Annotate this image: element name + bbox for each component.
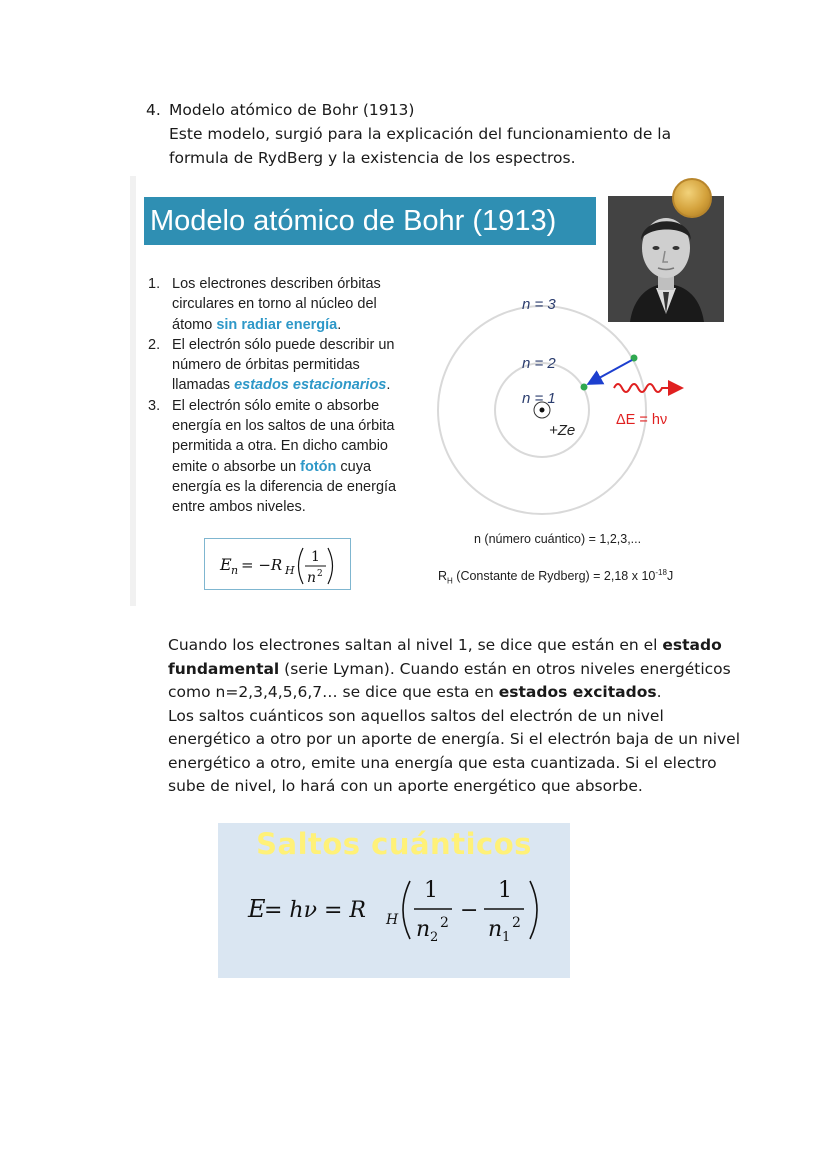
label-n2: n = 2 [522, 355, 556, 372]
label-n1: n = 1 [522, 390, 556, 407]
svg-text:1: 1 [502, 930, 511, 945]
svg-text:= hν = R: = hν = R [264, 898, 366, 923]
energy-formula [205, 539, 352, 591]
svg-text:n: n [488, 917, 503, 942]
svg-text:2: 2 [440, 915, 449, 931]
svg-text:1: 1 [311, 549, 320, 565]
photon-wave-icon [614, 384, 680, 392]
intro-title: Modelo atómico de Bohr (1913) [169, 101, 415, 119]
svg-text:2: 2 [512, 915, 521, 931]
quantum-jumps-paragraph [168, 634, 748, 799]
intro-section [146, 98, 706, 170]
label-nucleus: +Ze [549, 422, 576, 439]
svg-text:= −R: = −R [241, 556, 283, 574]
svg-text:1: 1 [424, 878, 438, 903]
label-n3: n = 3 [522, 296, 556, 313]
list-item: 2. El electrón sólo puede describir un número de órbitas permitidas llamadas estados estacionarios. [148, 336, 395, 394]
bohr-orbit-diagram [426, 276, 726, 516]
list-item: 3. El electrón sólo emite o absorbe energía en los saltos de una órbita permitida a otra. En dicho cambio emite o absorbe un fotón cuya energía es la diferencia de energía entre ambos niveles. [148, 397, 397, 516]
svg-text:1: 1 [498, 878, 512, 903]
caption-quantum-number: n (número cuántico) = 1,2,3,... [474, 532, 642, 546]
paragraph-part-1: Cuando los electrones saltan al nivel 1, se dice que están en el estado fundamental (serie Lyman). Cuando están en otros niveles energéticos como n=2,3,4,5,6,7… se dice que esta en estados excitados. [168, 636, 731, 701]
svg-text:E: E [220, 555, 232, 574]
postulates-list [144, 274, 414, 518]
saltos-title: Saltos cuánticos [256, 827, 532, 861]
svg-text:H: H [386, 912, 399, 928]
svg-text:−: − [460, 898, 479, 923]
intro-number: 4. [146, 101, 161, 119]
slide-title: Modelo atómico de Bohr (1913) [144, 197, 596, 245]
saltos-cuanticos-box [218, 823, 570, 978]
energy-formula-box [204, 538, 351, 590]
svg-text:n: n [231, 564, 239, 577]
nobel-medal-icon [672, 178, 712, 218]
svg-text:H: H [285, 564, 295, 577]
bohr-slide [130, 176, 720, 606]
paragraph-part-2: Los saltos cuánticos son aquellos saltos del electrón de un nivel energético a otro por un aporte de energía. Si el electrón baja de un nivel energético a otro, emite una energía que esta cuantizada. Si el electro sube de nivel, lo hará con un aporte energético que absorbe. [168, 706, 741, 795]
svg-text:2: 2 [317, 569, 323, 579]
svg-text:E: E [248, 895, 266, 923]
transition-arrow [590, 360, 632, 383]
svg-text:n: n [307, 570, 317, 586]
intro-body: Este modelo, surgió para la explicación del funcionamiento de la formula de RydBerg y la existencia de los espectros. [169, 125, 672, 167]
list-item: 1. Los electrones describen órbitas circulares en torno al núcleo del átomo sin radiar energía. [148, 276, 381, 333]
caption-rydberg: $R_H$ (Constante de Rydberg) = 2,18 x $10^{-18}J$ [438, 568, 674, 586]
electron-end [581, 384, 588, 391]
label-photon-energy: ΔE = hν [616, 412, 668, 428]
rydberg-formula [218, 823, 570, 978]
svg-text:n: n [416, 917, 431, 942]
svg-text:2: 2 [430, 930, 439, 945]
